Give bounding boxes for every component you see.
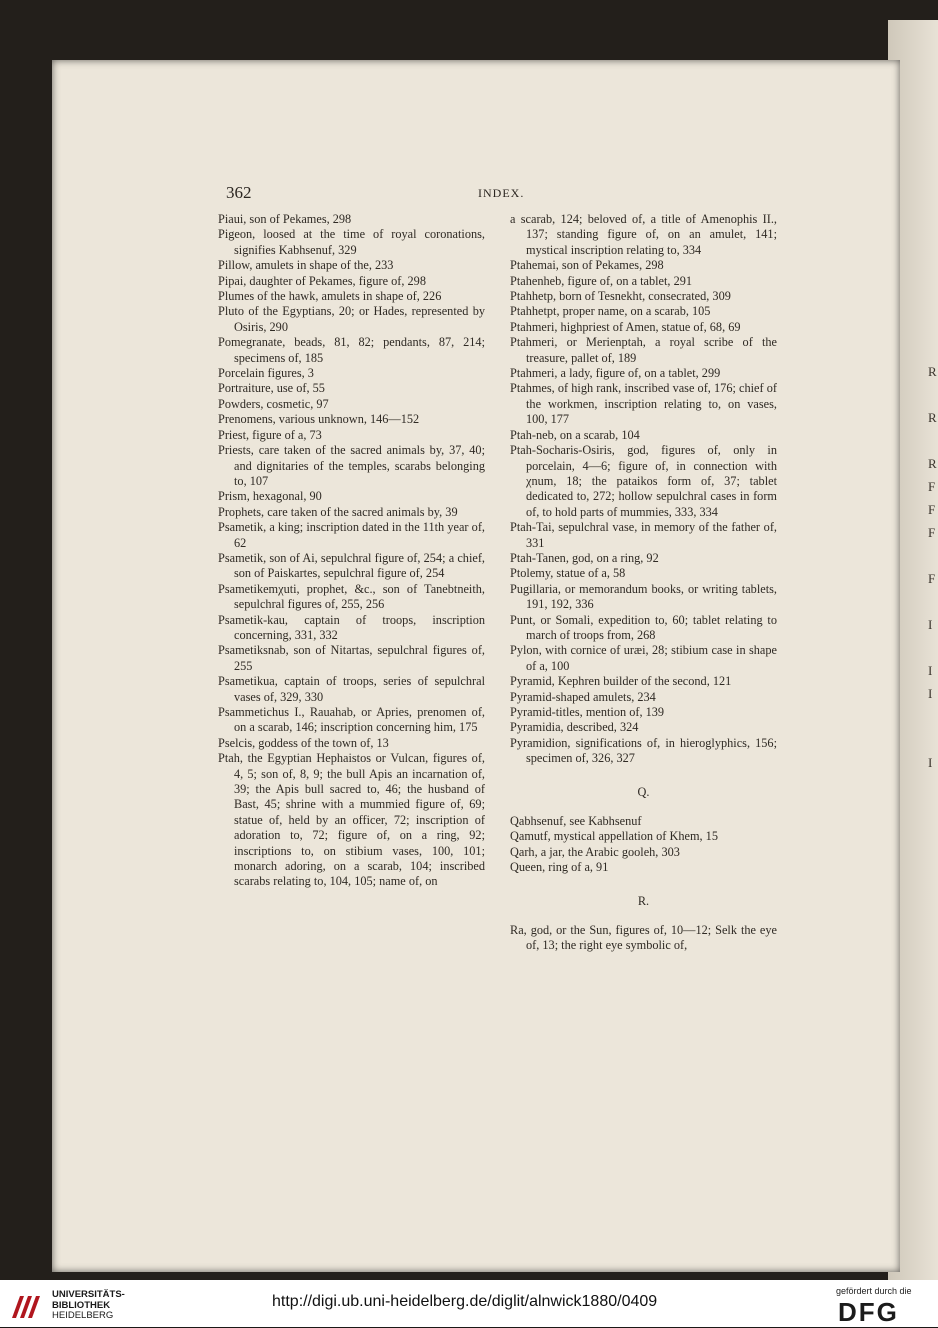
index-entry: Pomegranate, beads, 81, 82; pendants, 87, 214; specimens of, 185	[218, 335, 485, 365]
entries-q	[510, 814, 777, 876]
edge-letter: I	[928, 755, 933, 770]
index-entry: Pyramidion, significations of, in hieroglyphics, 156; specimen of, 326, 327	[510, 735, 777, 766]
library-name	[52, 1290, 125, 1322]
index-entry: Pselcis, goddess of the town of, 13	[218, 735, 389, 750]
library-name-line-3: HEIDELBERG	[52, 1310, 114, 1321]
index-entry: Psametik-kau, captain of troops, inscription concerning, 331, 332	[218, 612, 485, 642]
index-entry: Ptahhetp, born of Tesnekht, consecrated, 309	[510, 289, 731, 304]
edge-letter	[928, 636, 938, 659]
edge-letter: I	[928, 686, 933, 701]
index-entry: Pyramid, Kephren builder of the second, 121	[510, 674, 732, 689]
running-title: INDEX.	[478, 186, 525, 200]
funding-caption: gefördert durch die	[836, 1286, 912, 1296]
index-entry: Ptah-neb, on a scarab, 104	[510, 427, 640, 442]
index-entry: Prenomens, various unknown, 146—152	[218, 412, 420, 427]
library-name-line-1: UNIVERSITÄTS-	[52, 1289, 125, 1300]
index-entry: Pylon, with cornice of uræi, 28; stibium case in shape of a, 100	[510, 643, 777, 673]
next-page-text-fragments	[928, 360, 938, 774]
index-entry: Psametik, a king; inscription dated in the 11th year of, 62	[218, 520, 485, 550]
index-entry: Queen, ring of a, 91	[510, 860, 609, 875]
index-entry: a scarab, 124; beloved of, a title of Amenophis II., 137; standing figure of, on an amulet, 141; mystical inscription relating to, 334	[510, 212, 777, 257]
index-entry: Psametikemχuti, prophet, &c., son of Tanebtneith, sepulchral figures of, 255, 256	[218, 581, 485, 612]
viewer-footer	[0, 1280, 938, 1327]
index-entry: Ptah-Tai, sepulchral vase, in memory of the father of, 331	[510, 520, 777, 550]
section-heading-r: R.	[637, 893, 650, 908]
university-library-logo-icon	[10, 1292, 46, 1320]
edge-letter	[928, 728, 938, 751]
edge-letter: I	[928, 663, 933, 678]
edge-letter: F	[928, 479, 936, 494]
edge-letter	[928, 544, 938, 567]
index-entry: Pillow, amulets in shape of the, 233	[218, 258, 394, 273]
index-entry: Priests, care taken of the sacred animals by, 37, 40; and dignitaries of the temples, scarabs belonging to, 107	[218, 443, 485, 488]
edge-letter	[928, 429, 938, 452]
permalink-url[interactable]: http://digi.ub.uni-heidelberg.de/diglit/alnwick1880/0409	[272, 1293, 658, 1310]
index-entry: Psametik, son of Ai, sepulchral figure of, 254; a chief, son of Paiskartes, sepulchral figure of, 254	[218, 550, 485, 581]
edge-letter: R	[928, 364, 937, 379]
edge-letter	[928, 705, 938, 728]
index-entry: Pyramid-shaped amulets, 234	[510, 689, 656, 704]
index-entry: Ptahmeri, or Merienptah, a royal scribe of the treasure, pallet of, 189	[510, 335, 777, 365]
index-entry: Pugillaria, or memorandum books, or writing tablets, 191, 192, 336	[510, 581, 777, 612]
index-entry: Ptah-Tanen, god, on a ring, 92	[510, 550, 659, 565]
edge-letter	[928, 383, 938, 406]
index-column-right	[510, 212, 777, 954]
index-entry: Prism, hexagonal, 90	[218, 489, 322, 504]
index-entry: Psametikua, captain of troops, series of sepulchral vases of, 329, 330	[218, 674, 485, 704]
edge-letter: F	[928, 571, 936, 586]
edge-letter: I	[928, 617, 933, 632]
index-entry: Punt, or Somali, expedition to, 60; tablet relating to march of troops from, 268	[510, 612, 777, 642]
entries-p	[510, 212, 777, 767]
index-entry: Ptolemy, statue of a, 58	[510, 566, 626, 581]
section-heading-q: Q.	[637, 784, 650, 799]
index-entry: Ptahmeri, highpriest of Amen, statue of, 68, 69	[510, 319, 741, 334]
index-entry: Pluto of the Egyptians, 20; or Hades, represented by Osiris, 290	[218, 304, 485, 334]
index-entry: Qarh, a jar, the Arabic gooleh, 303	[510, 844, 680, 859]
index-entry: Qamutf, mystical appellation of Khem, 15	[510, 829, 718, 844]
index-entry: Prophets, care taken of the sacred animals by, 39	[218, 504, 458, 519]
index-entry: Portraiture, use of, 55	[218, 381, 325, 396]
page-number: 362	[226, 183, 252, 202]
edge-letter	[928, 590, 938, 613]
edge-letter: R	[928, 456, 937, 471]
edge-letter: F	[928, 525, 936, 540]
index-entry: Ptahmeri, a lady, figure of, on a tablet, 299	[510, 366, 721, 381]
index-entry: Pigeon, loosed at the time of royal coronations, signifies Kabhsenuf, 329	[218, 227, 485, 257]
index-entry: Piaui, son of Pekames, 298	[218, 212, 352, 226]
index-entry: Priest, figure of a, 73	[218, 427, 322, 442]
index-column-left	[218, 212, 485, 890]
entries-r	[510, 923, 777, 954]
index-entry: Pyramid-titles, mention of, 139	[510, 705, 665, 719]
dfg-logo: DFG	[838, 1297, 899, 1327]
index-entry: Ptah, the Egyptian Hephaistos or Vulcan, figures of, 4, 5; son of, 8, 9; the bull Apis an incarnation of, 39; the Apis bull sacred to, 46; the husband of Bast, 45; shrine with a mummied figure of, 69; statue of, held by an officer, 72; inscription of adoration to, 72; figure of, on a ring, 92; inscriptions to, on stibium vases, 100, 101; monarch adoring, on a scarab, 104; inscribed scarabs relating to, 104, 105; name of, on	[218, 751, 485, 889]
index-entry: Qabhsenuf, see Kabhsenuf	[510, 814, 642, 829]
edge-letter: F	[928, 502, 936, 517]
index-entry: Pipai, daughter of Pekames, figure of, 298	[218, 273, 426, 288]
page-header	[226, 183, 786, 203]
index-entry: Pyramidia, described, 324	[510, 720, 639, 735]
edge-letter: R	[928, 410, 937, 425]
index-entry: Ptahenheb, figure of, on a tablet, 291	[510, 273, 693, 288]
index-entry: Powders, cosmetic, 97	[218, 396, 329, 411]
index-entry: Ra, god, or the Sun, figures of, 10—12; Selk the eye of, 13; the right eye symbolic of,	[510, 923, 777, 953]
index-entry: Psametiksnab, son of Nitartas, sepulchral figures of, 255	[218, 643, 485, 673]
index-entry: Plumes of the hawk, amulets in shape of, 226	[218, 289, 442, 304]
index-entry: Ptahhetpt, proper name, on a scarab, 105	[510, 304, 711, 319]
index-entry: Porcelain figures, 3	[218, 366, 314, 381]
index-entry: Ptahemai, son of Pekames, 298	[510, 258, 664, 273]
index-entry: Ptah-Socharis-Osiris, god, figures of, only in porcelain, 4—6; figure of, in connection with χnum, 18; the pataikos form of, 37; tablet dedicated to, 272; hollow sepulchral cases in form of, to hold parts of mummies, 333, 334	[510, 443, 777, 519]
library-name-line-2: BIBLIOTHEK	[52, 1299, 111, 1311]
index-entry: Psammetichus I., Rauahab, or Apries, prenomen of, on a scarab, 146; inscription concerning him, 175	[218, 705, 485, 735]
index-entry: Ptahmes, of high rank, inscribed vase of, 176; chief of the workmen, inscription relating to, on vases, 100, 177	[510, 381, 777, 427]
